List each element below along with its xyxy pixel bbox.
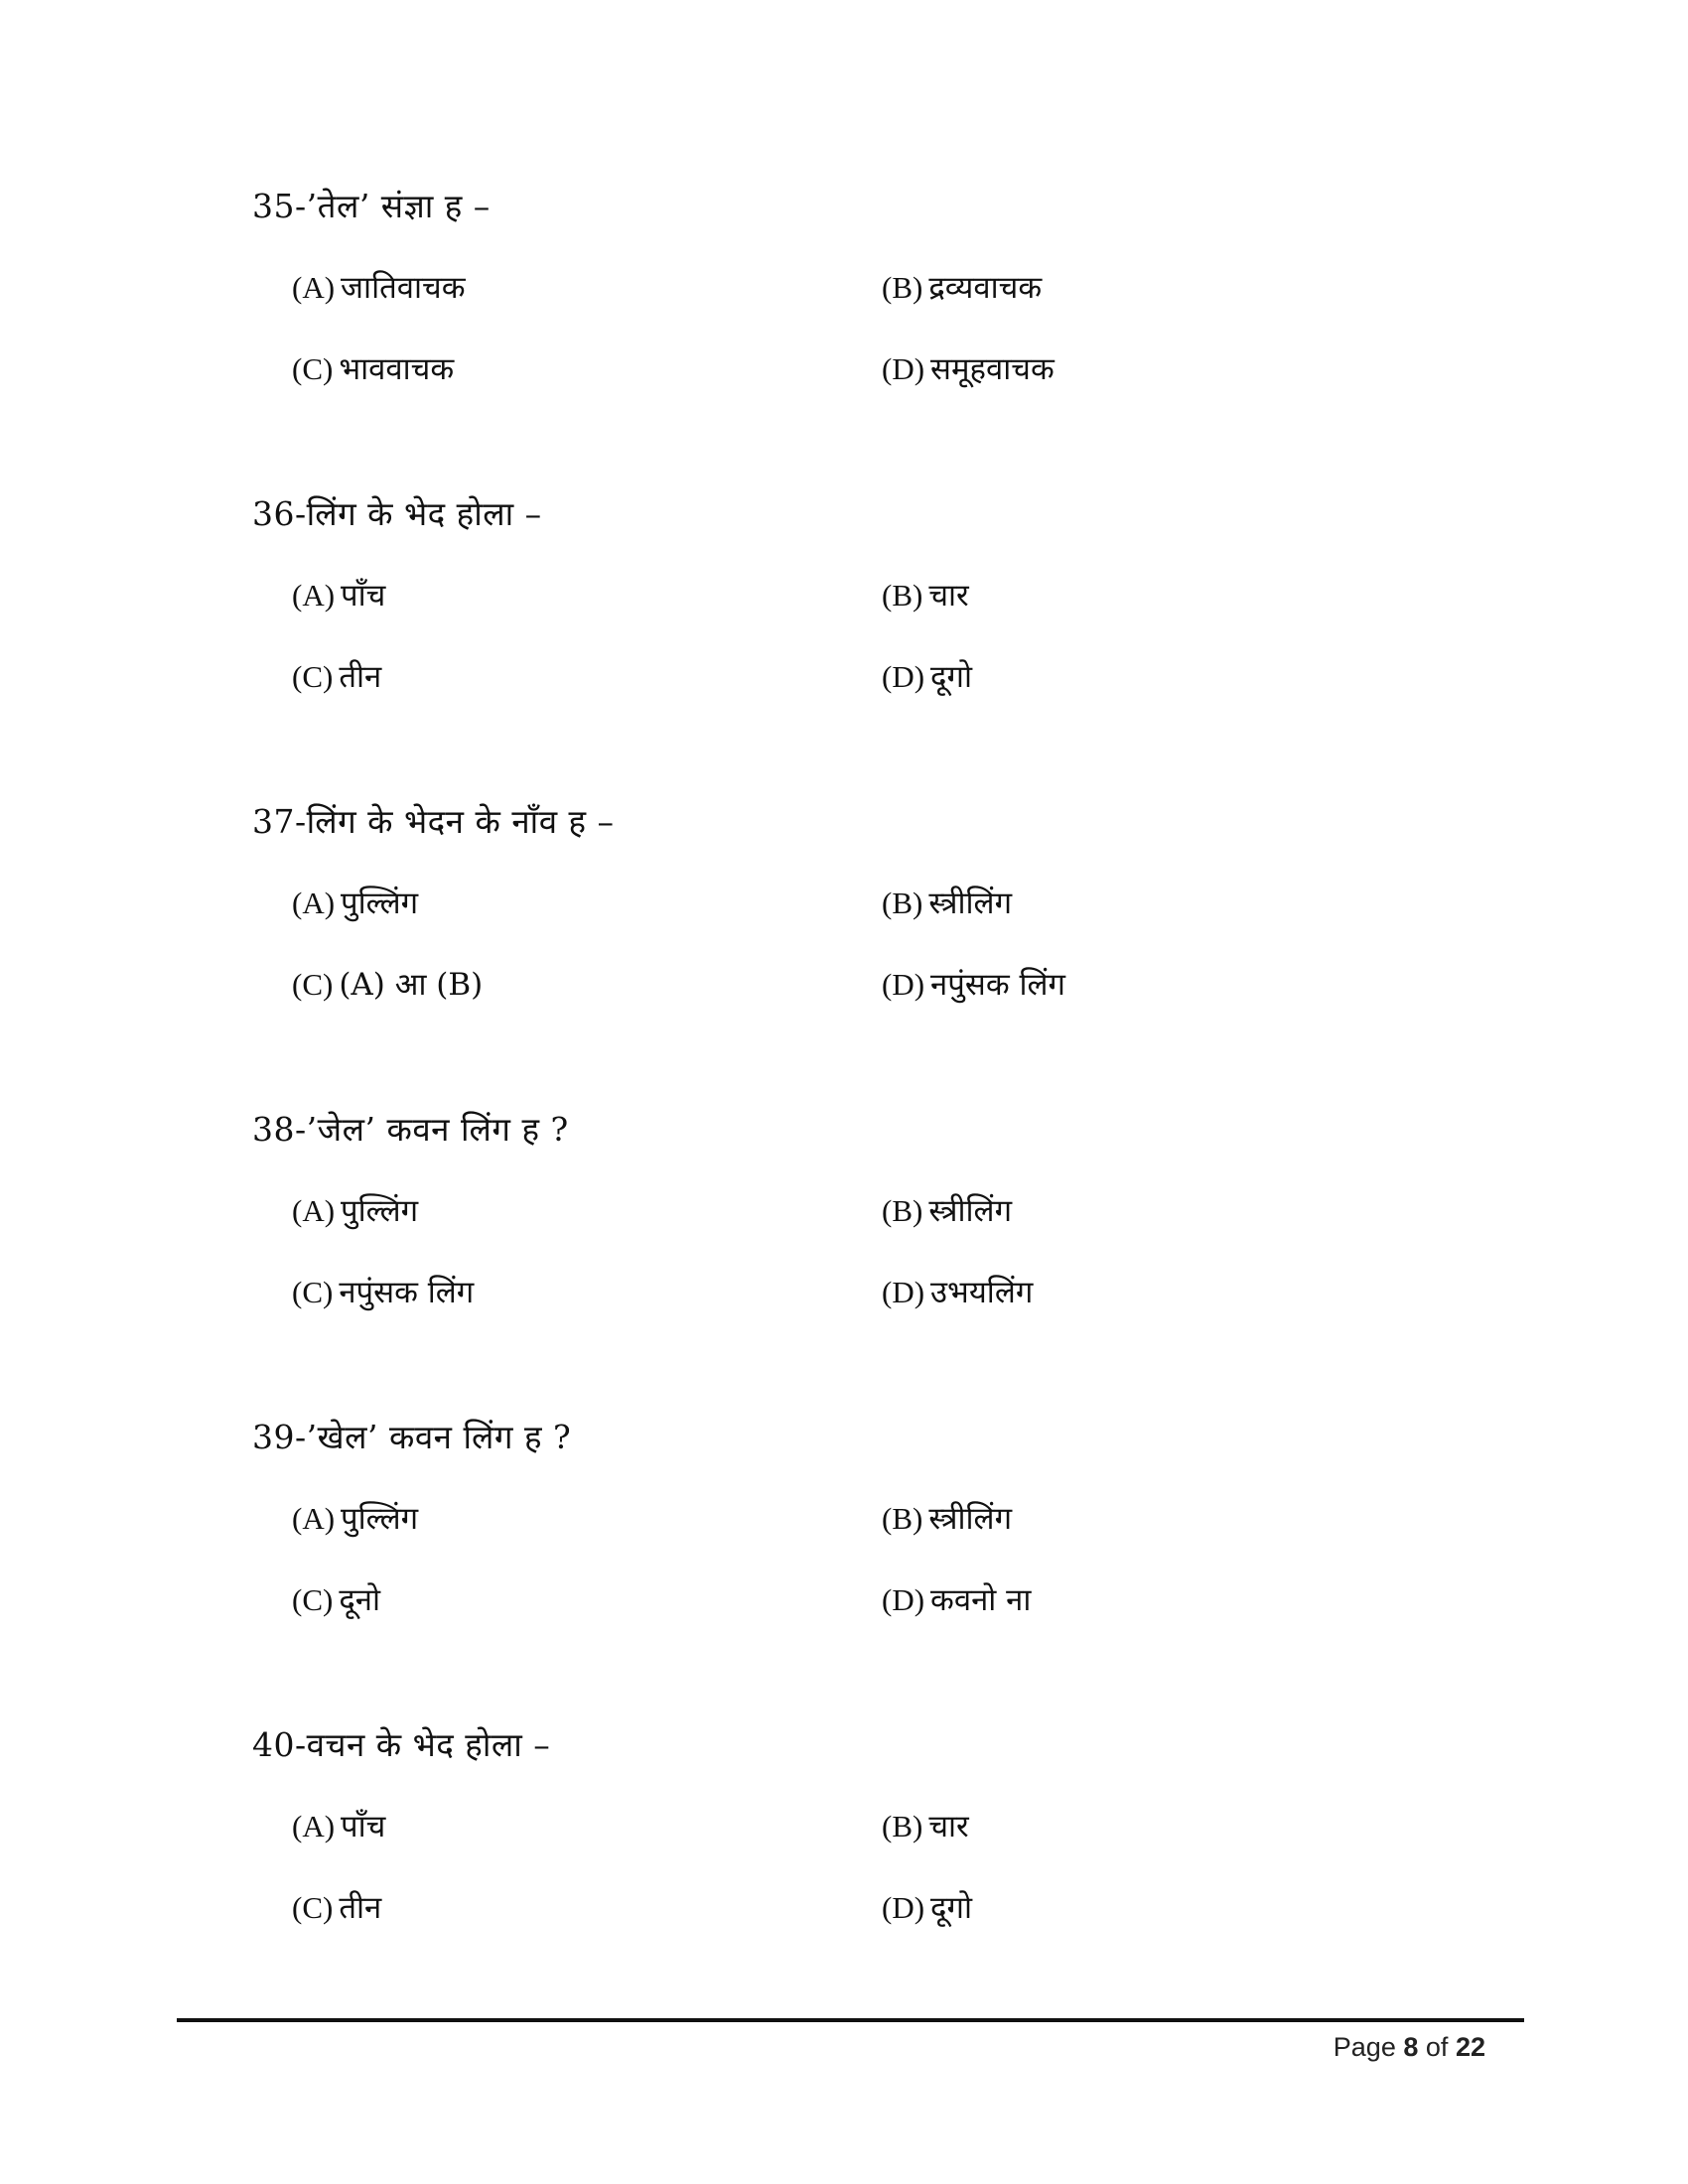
option-letter: (A) <box>292 1193 336 1228</box>
option-letter: (B) <box>882 1501 923 1536</box>
option-a <box>292 1188 418 1234</box>
option-text: तीन <box>339 1890 382 1926</box>
question-39 <box>252 1415 1493 1659</box>
options-grid <box>292 881 1493 1008</box>
option-text: (A) आ (B) <box>339 967 484 1003</box>
page-total: 22 <box>1455 2032 1485 2062</box>
option-b <box>882 1188 1012 1234</box>
question-35 <box>252 184 1493 428</box>
option-text: नपुंसक लिंग <box>930 967 1065 1003</box>
option-b <box>882 265 1042 311</box>
option-letter: (B) <box>882 1809 923 1843</box>
question-text: 38-’जेल’ कवन लिंग ह ? <box>252 1110 569 1149</box>
option-c <box>292 654 381 700</box>
option-letter: (B) <box>882 1193 923 1228</box>
option-text: पुल्लिंग <box>341 1193 419 1229</box>
option-d <box>882 346 1055 392</box>
option-text: उभयलिंग <box>930 1275 1034 1310</box>
option-d <box>882 962 1065 1008</box>
option-a <box>292 573 385 618</box>
option-letter: (D) <box>882 351 925 386</box>
question-36 <box>252 491 1493 736</box>
option-text: नपुंसक लिंग <box>339 1275 475 1310</box>
option-c <box>292 1270 474 1315</box>
options-grid <box>292 265 1493 392</box>
option-letter: (C) <box>292 1890 334 1925</box>
option-b <box>882 1496 1012 1542</box>
option-text: पाँच <box>341 1809 386 1844</box>
option-letter: (C) <box>292 351 334 386</box>
footer-divider <box>177 2018 1524 2022</box>
question-37 <box>252 799 1493 1043</box>
option-b <box>882 881 1012 926</box>
option-letter: (B) <box>882 270 923 305</box>
option-b <box>882 1804 969 1849</box>
options-grid <box>292 1804 1493 1931</box>
option-letter: (C) <box>292 659 334 694</box>
option-letter: (A) <box>292 270 336 305</box>
option-letter: (C) <box>292 967 334 1002</box>
option-letter: (D) <box>882 1582 925 1617</box>
option-a <box>292 265 466 311</box>
option-text: दूगो <box>930 659 972 695</box>
option-letter: (C) <box>292 1275 334 1309</box>
page-number <box>1334 2027 1485 2067</box>
option-text: द्रव्यवाचक <box>928 270 1043 306</box>
question-40 <box>252 1722 1493 1967</box>
option-letter: (D) <box>882 1275 925 1309</box>
page-current: 8 <box>1403 2032 1419 2062</box>
question-text: 36-लिंग के भेद होला – <box>252 494 542 533</box>
option-text: दूगो <box>930 1890 972 1926</box>
option-d <box>882 1270 1033 1315</box>
option-letter: (D) <box>882 659 925 694</box>
question-text: 35-’तेल’ संज्ञा ह – <box>252 187 491 225</box>
options-grid <box>292 1188 1493 1315</box>
question-text: 39-’खेल’ कवन लिंग ह ? <box>252 1418 572 1456</box>
option-text: जातिवाचक <box>341 270 466 306</box>
option-b <box>882 573 969 618</box>
question-text: 40-वचन के भेद होला – <box>252 1725 551 1764</box>
option-text: पुल्लिंग <box>341 1501 419 1537</box>
option-a <box>292 1496 418 1542</box>
option-letter: (B) <box>882 578 923 613</box>
option-letter: (A) <box>292 886 336 920</box>
options-grid <box>292 1496 1493 1623</box>
options-grid <box>292 573 1493 700</box>
option-text: चार <box>928 578 969 614</box>
page-label: Page <box>1333 2032 1396 2062</box>
question-38 <box>252 1107 1493 1351</box>
option-text: स्त्रीलिंग <box>928 1193 1013 1229</box>
option-a <box>292 881 418 926</box>
option-letter: (D) <box>882 1890 925 1925</box>
option-d <box>882 654 972 700</box>
option-letter: (B) <box>882 886 923 920</box>
option-text: पाँच <box>341 578 386 614</box>
option-letter: (A) <box>292 1809 336 1843</box>
option-a <box>292 1804 385 1849</box>
page-of: of <box>1425 2032 1449 2062</box>
option-c <box>292 1885 381 1931</box>
option-c <box>292 346 454 392</box>
option-text: स्त्रीलिंग <box>928 886 1013 921</box>
option-text: कवनो ना <box>930 1582 1032 1618</box>
option-letter: (D) <box>882 967 925 1002</box>
option-text: स्त्रीलिंग <box>928 1501 1013 1537</box>
option-text: पुल्लिंग <box>341 886 419 921</box>
option-letter: (A) <box>292 1501 336 1536</box>
option-d <box>882 1885 972 1931</box>
option-c <box>292 1577 380 1623</box>
option-letter: (C) <box>292 1582 334 1617</box>
question-text: 37-लिंग के भेदन के नाँव ह – <box>252 802 615 841</box>
option-text: चार <box>928 1809 969 1844</box>
option-text: समूहवाचक <box>930 351 1055 387</box>
option-text: भाववाचक <box>339 351 455 387</box>
option-c <box>292 962 483 1008</box>
option-letter: (A) <box>292 578 336 613</box>
option-text: तीन <box>339 659 382 695</box>
option-text: दूनो <box>339 1582 381 1618</box>
option-d <box>882 1577 1031 1623</box>
